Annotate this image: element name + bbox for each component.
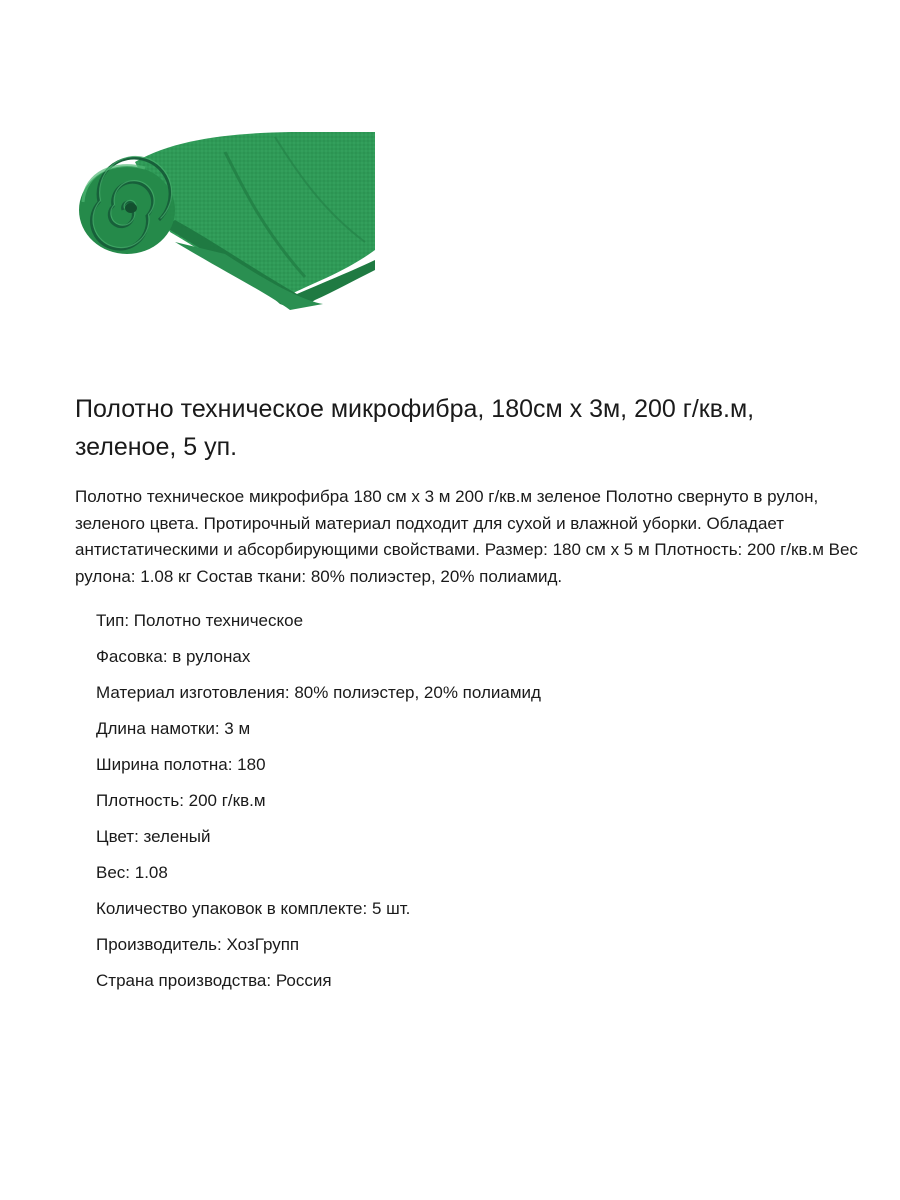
spec-row: Вес: 1.08 (96, 863, 168, 882)
microfiber-roll-illustration (75, 132, 375, 312)
spec-row: Фасовка: в рулонах (96, 647, 251, 666)
spec-name: Ширина полотна (96, 755, 228, 774)
spec-row: Производитель: ХозГрупп (96, 935, 300, 954)
spec-value: Полотно техническое (133, 611, 304, 630)
spec-value: ХозГрупп (226, 935, 300, 954)
spec-name: Страна производства (96, 971, 267, 990)
spec-row: Плотность: 200 г/кв.м (96, 791, 266, 810)
spec-name: Цвет (96, 827, 135, 846)
spec-row: Страна производства: Россия (96, 971, 332, 990)
spec-value: 180 (237, 755, 266, 774)
spec-row: Количество упаковок в комплекте: 5 шт. (96, 899, 411, 918)
product-title: Полотно техническое микрофибра, 180см х 3м, 200 г/кв.м, зеленое, 5 уп. (75, 395, 755, 461)
spec-name: Производитель (96, 935, 218, 954)
spec-row: Тип: Полотно техническое (96, 611, 304, 630)
spec-value: 1.08 (134, 863, 168, 882)
spec-name: Плотность (96, 791, 180, 810)
product-image (75, 132, 375, 312)
product-description: Полотно техническое микрофибра 180 см х 3 м 200 г/кв.м зеленое Полотно свернуто в рулон, зеленого цвета. Протирочный материал подходит для сухой и влажной уборки. Обладает антистатическими и абсорбирующими свойствами. Размер: 180 см х 5 м Плотность: 200 г/кв.м Вес рулона: 1.08 кг Состав ткани: 80% полиэстер, 20% полиамид. (75, 487, 858, 586)
spec-value: 3 м (224, 719, 251, 738)
spec-row: Цвет: зеленый (96, 827, 211, 846)
spec-value: 200 г/кв.м (188, 791, 266, 810)
spec-value: 80% полиэстер, 20% полиамид (294, 683, 541, 702)
spec-name: Фасовка (96, 647, 163, 666)
spec-name: Материал изготовления (96, 683, 285, 702)
spec-name: Длина намотки (96, 719, 215, 738)
specs-list (96, 608, 856, 1004)
spec-value: 5 шт. (371, 899, 411, 918)
spec-value: Россия (275, 971, 332, 990)
spec-row: Длина намотки: 3 м (96, 719, 251, 738)
spec-name: Тип (96, 611, 125, 630)
spec-value: зеленый (143, 827, 211, 846)
spec-row: Материал изготовления: 80% полиэстер, 20% полиамид (96, 683, 541, 702)
spec-row: Ширина полотна: 180 (96, 755, 266, 774)
spec-value: в рулонах (172, 647, 251, 666)
spec-name: Количество упаковок в комплекте (96, 899, 363, 918)
spec-name: Вес (96, 863, 126, 882)
